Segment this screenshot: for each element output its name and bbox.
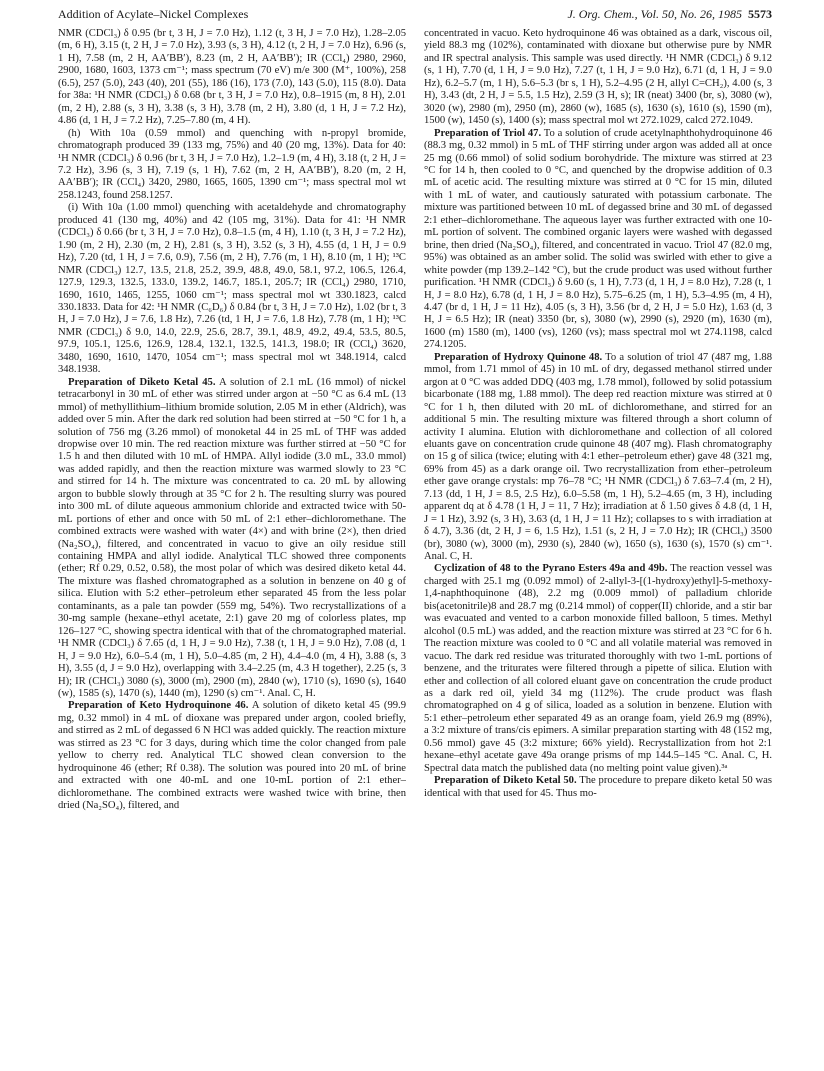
paragraph (58, 128, 406, 203)
section-heading: Preparation of Triol 47. (434, 127, 542, 139)
paragraph-text: To a solution of triol 47 (487 mg, 1.88 mmol, from 1.71 mmol of 45) in 10 mL of dry, degassed methanol stirred under argon at 0 °C was added DDQ (403 mg, 1.78 mmol), followed by solid potassium bicarbonate (188 mg, 1.88 mmol). The deep red reaction mixture was stirred at 0 °C for 1 h, then diluted with 20 mL of dichloromethane, and stirred for an additional 5 min. The resulting mixture was filtered through a short column of activity I alumina. Elution with dichloromethane and collection of all colored eluants gave on concentration crude quinone 48 (407 mg). Flash chromatography on 15 g of silica (twice; eluting with 4:1 ether–petroleum ether) gave 48 (321 mg, 69% from 45) as a dark orange oil. Two recrystallization from ether–petroleum ether gave orange crystals: mp 76–78 °C; ¹H NMR (CDCl₃) δ 7.63–7.4 (m, 2 H), 7.13 (dd, 1 H, J = 8.5, 2.5 Hz), 6.0–5.58 (m, 1 H), 5.2–4.65 (m, 3 H), including apparent dq at δ 4.78 (1 H, J = 11, 7 Hz); irradiation at δ 1.50 gives δ 4.8 (d, 1 H, J = 1 Hz), 3.92 (s, 3 H), 3.63 (d, 1 H, J = 11 Hz); collapses to s with irradiation at δ 4.7), 3.36 (dt, 2 H, J = 6, 1.5 Hz), 1.51 (s, 2 H, J = 7.0 Hz); IR (CHCl₃) 3500 (br), 3080 (w), 3000 (m), 2930 (s), 2840 (w), 1650 (s), 1630 (s), 1570 (s) cm⁻¹. Anal. C, H. (424, 351, 772, 563)
running-header (58, 6, 772, 22)
paragraph-text: (i) With 10a (1.00 mmol) quenching with acetaldehyde and chromatography produced 41 (130 mg, 40%) and 42 (105 mg, 31%). Data for 41: ¹H NMR (CDCl₃) δ 0.66 (br t, 3 H, J = 7.0 Hz), 0.8–1.5 (m, 4 H), 1.10 (t, 3 H, J = 7.2 Hz), 1.90 (m, 2 H), 2.30 (m, 2 H), 2.81 (s, 3 H), 3.52 (s, 3 H), 4.55 (d, 1 H, J = 0.9 Hz), 7.20 (td, 1 H, J = 7.6, 0.9), 7.56 (m, 2 H), 7.76 (m, 1 H), 8.10 (m, 1 H); ¹³C NMR (CDCl₃) 12.7, 13.5, 21.8, 25.2, 39.9, 48.8, 49.0, 58.1, 97.2, 106.5, 126.4, 127.9, 129.3, 132.5, 133.0, 139.2, 146.7, 185.1, 205.7; IR (CCl₄) 2980, 1710, 1690, 1610, 1465, 1255, 1060 cm⁻¹; mass spectral mol wt 330.1823, calcd 330.1833. Data for 42: ¹H NMR (C₆D₆) δ 0.84 (br t, 3 H, J = 7.0 Hz), 1.02 (br t, 3 H, J = 7.0 Hz), J = 7.6, 1.8 Hz), 7.26 (td, 1 H, J = 7.6, 1.8 Hz), 7.78 (m, 1 H); ¹³C NMR (CDCl₃) δ 9.0, 14.0, 22.9, 25.6, 28.7, 39.1, 48.9, 49.2, 49.4, 53.5, 80.5, 97.9, 105.1, 125.6, 126.9, 128.4, 132.1, 132.5, 141.3, 198.0; IR (CCl₄) 3620, 3480, 1690, 1610, 1470, 1054 cm⁻¹; mass spectral mol wt 348.1914, calcd 348.1938. (58, 202, 406, 376)
paragraph-text: concentrated in vacuo. Keto hydroquinone 46 was obtained as a dark, viscous oil, yield 88.3 mg (102%), contaminated with dioxane but otherwise pure by NMR and IR spectral analysis. This sample was used directly. ¹H NMR (CDCl₃) δ 9.12 (s, 1 H), 7.70 (d, 1 H, J = 9.0 Hz), 7.27 (t, 1 H, J = 9.0 Hz), 6.71 (d, 1 H, J = 9.0 Hz), 6.2–5.7 (m, 1 H), 5.6–5.3 (br s, 1 H), 5.2–4.95 (2 H, allyl C=CH₂), 4.00 (s, 3 H), 3.43 (dt, 2 H, J = 5.5, 1.5 Hz), 2.59 (3 H, s); IR (neat) 3400 (br, s), 3080 (w), 3020 (w), 2980 (m), 2950 (m), 2860 (w), 1685 (s), 1630 (s), 1610 (s), 1590 (m), 1500 (w), 1450 (s), 1400 (s); mass spectral mol wt 272.1029, calcd 272.1049. (424, 28, 772, 127)
journal-name: J. Org. Chem., Vol. 50, No. 26, 1985 (567, 7, 742, 21)
paragraph-text: NMR (CDCl₃) δ 0.95 (br t, 3 H, J = 7.0 Hz), 1.12 (t, 3 H, J = 7.0 Hz), 1.28–2.05 (m, 6 H), 3.15 (t, 2 H, J = 7.0 Hz), 3.93 (s, 3 H), 4.12 (t, 2 H, J = 7.0 Hz), 6.96 (s, 1 H), 7.58 (m, 2 H, AA′BB′), 8.23 (m, 2 H, AA′BB′); IR (CCl₄) 2980, 2960, 2900, 1680, 1603, 1373 cm⁻¹; mass spectrum (70 eV) m/e 300 (M⁺, 100%), 258 (6.5), 257 (5.0), 243 (40), 201 (55), 186 (16), 173 (7.0), 143 (5.0), 115 (8.0). Data for 38a: ¹H NMR (CDCl₃) δ 0.68 (br t, 3 H, J = 7.0 Hz), 0.8–1915 (m, 8 H), 2.01 (m, 2 H), 2.88 (s, 3 H), 3.38 (s, 3 H), 3.78 (m, 2 H), 3.80 (d, 1 H, J = 7.2 Hz), 4.86 (d, 1 H, J = 7.2 Hz), 7.25–7.80 (m, 4 H). (58, 28, 406, 127)
running-title: Addition of Acylate–Nickel Complexes (58, 7, 249, 21)
section-heading: Cyclization of 48 to the Pyrano Esters 49a and 49b. (434, 563, 668, 575)
journal-citation (567, 6, 772, 22)
paragraph (424, 775, 772, 800)
paragraph (424, 28, 772, 128)
paragraph-text: The procedure to prepare diketo ketal 50 was identical with that used for 45. Thus mo- (424, 775, 772, 799)
paragraph (424, 128, 772, 352)
paragraph-text: The reaction vessel was charged with 25.1 mg (0.092 mmol) of 2-allyl-3-[(1-hydroxy)ethyl]-5-methoxy-1,4-naphthoquinone (48), 2.2 mg (0.009 mmol) of palladium chloride bis(acetonitrile)8 and 28.7 mg (0.214 mmol) of copper(II) chloride, and a stir bar was evacuated and vented to a carbon monoxide filled balloon, 5 times. Methyl alcohol (0.5 mL) was added, and the reaction mixture was stirred at 23 °C for 6 h. The reaction mixture was cooled to 0 °C and all volatile material was removed in vacuo. The dark red residue was triturated thoroughly with two 1-mL portions of benzene, and the triturates were filtered through a pipette of silica. Elution with ether and collection of all colored eluant gave on concentration the crude product as a dark red oil, yield 34 mg (112%). The crude product was flash chromatographed on 4 g of silica, loaded as a solution in benzene. Elution with 5:1 ether–petroleum ether separated 49 as an orange foam, yield 26.9 mg (89%), a 3:2 mixture of trans/cis epimers. A similar preparation starting with 48 (152 mg, 0.56 mmol) gave 45 (3:2 mixture; 66% yield). Recrystallization from hot 2:1 hexane–ethyl acetate gave 49a orange prisms of mp 144.5–145 °C. Anal. C, H. Spectral data match the published data (no melting point value given).³ᵃ (424, 563, 772, 774)
page-number: 5573 (748, 7, 772, 21)
section-heading: Preparation of Diketo Ketal 45. (68, 376, 216, 388)
paragraph (58, 202, 406, 376)
paragraph (424, 352, 772, 564)
section-heading: Preparation of Keto Hydroquinone 46. (68, 700, 249, 712)
paragraph-text: A solution of 2.1 mL (16 mmol) of nickel tetracarbonyl in 30 mL of ether was stirred under argon at −50 °C as 6.4 mL (13 mmol) of methyllithium–lithium bromide solution, 2.05 M in ether (Aldrich), was added over 5 min. After the dark red solution had been stirred at −50 °C for 1 h, a solution of 756 mg (3.26 mmol) of monoketal 44 in 25 mL of THF was added dropwise over 10 min. The red reaction mixture was further stirred at −50 °C for 1.5 h and then diluted with 10 mL of HMPA. Allyl iodide (3.0 mL, 33.0 mmol) was added rapidly, and then the reaction mixture was warmed slowly to 23 °C and stirred for 14 h. The mixture was concentrated to ca. 20 mL by allowing argon to bubble slowly through at 35 °C for 2 h. The resulting slurry was poured into 300 mL of dilute aqueous ammonium chloride and extracted twice with 50-mL portions of ether and once with 50 mL of 2:1 ether–dichloromethane. The combined extracts were washed with water (4×) and with brine (2×), then dried (Na₂SO₄), filtered, and concentrated in vacuo to give an oily residue still containing HMPA and allyl iodide. Analytical TLC showed three components (ether; Rf 0.29, 0.52, 0.58), the most polar of which was desired diketo ketal 44. The mixture was flashed chromatographed as a solution in benzene on 40 g of silica. Elution with 5:2 ether–petroleum ether separated 45 from the less polar contaminants, as a pale tan powder (559 mg, 54%). Two recrystallizations of a 30-mg sample (hexane–ethyl acetate, 2:1) gave 20 mg of colorless plates, mp 126–127 °C, showing spectra identical with that of the chromatographed material. ¹H NMR (CDCl₃) δ 7.65 (d, 1 H, J = 9.0 Hz), 7.38 (t, 1 H, J = 9.0 Hz), 7.08 (d, 1 H, J = 9.0 Hz), 6.0–5.4 (m, 1 H), 5.0–4.85 (m, 2 H), 4.4–4.0 (m, 4 H), 3.88 (s, 3 H), 3.55 (d, J = 9.0 Hz), overlapping with 3.4–2.25 (m, 4.3 H together), 2.25 (s, 3 H); IR (CHCl₃) 3080 (s), 3000 (m), 2900 (m), 2840 (w), 1710 (s), 1690 (s), 1640 (w), 1585 (s), 1470 (s), 1440 (m), 1290 (s) cm⁻¹. Anal. C, H. (58, 376, 406, 700)
paragraph (58, 377, 406, 701)
paragraph (58, 700, 406, 812)
paragraph (58, 28, 406, 128)
section-heading: Preparation of Hydroxy Quinone 48. (434, 351, 603, 363)
paragraph-text: To a solution of crude acetylnaphthohydroquinone 46 (88.3 mg, 0.32 mmol) in 5 mL of THF stirring under argon was added all at once 25 mg (0.66 mmol) of solid sodium borohydride. The mixture was stirred at 23 °C for 14 h, then cooled to 0 °C, and quenched by the dropwise addition of 0.3 mL of acetic acid. The resulting mixture was stirred at 0 °C for 15 min, diluted with 1 mL of water, and cautiously saturated with potassium carbonate. The mixture was partitioned between 10 mL of degassed brine and 30 mL of degassed 2:1 ether–dichloromethane. The aqueous layer was further extracted with one 10-mL portion of solvent. The combined organic layers were washed with degassed brine, then dried (Na₂SO₄), filtered, and concentrated in vacuo. Triol 47 (82.0 mg, 95%) was obtained as an amber solid. The solid was swirled with ether to give a white powder (mp 139.2–142 °C), but the crude product was used without further purification. ¹H NMR (CDCl₃) δ 9.60 (s, 1 H), 7.73 (d, 1 H, J = 8.0 Hz), 7.28 (t, 1 H, J = 8.0 Hz), 6.78 (d, 1 H, J = 8.0 Hz), 5.75–6.25 (m, 1 H), 5.3–4.95 (m, 4 H), 4.47 (br d, 1 H, J = 11 Hz), 4.05 (s, 3 H), 3.56 (br d, 2 H, J = 5.0 Hz), 1.63 (d, 3 H, J = 6.5 Hz); IR (neat) 3350 (br, s), 3080 (w), 2990 (s), 2920 (m), 1630 (m), 1600 (m) 1580 (m), 1400 (vs), 1260 (vs); mass spectral mol wt 274.1198, calcd 274.1205. (424, 127, 772, 351)
right-column (424, 28, 772, 1064)
paragraph-text: (h) With 10a (0.59 mmol) and quenching with n-propyl bromide, chromatograph produced 39 (133 mg, 75%) and 40 (20 mg, 13%). Data for 40: ¹H NMR (CDCl₃) δ 0.96 (br t, 3 H, J = 7.0 Hz), 1.2–1.9 (m, 4 H), 3.18 (t, 2 H, J = 7.2 Hz), 3.96 (s, 3 H), 7.19 (s, 1 H), 7.62 (m, 2 H, AA′BB′), 8.20 (m, 2 H, AA′BB′); IR (CCl₄) 3420, 2980, 1665, 1605, 1390 cm⁻¹; mass spectral mol wt 258.1243, found 258.1257. (58, 127, 406, 201)
paragraph-text: A solution of diketo ketal 45 (99.9 mg, 0.32 mmol) in 4 mL of dioxane was prepared under argon, cooled briefly, and stirred as 2 mL of degassed 6 N HCl was added quickly. The reaction mixture was stirred as 23 °C for 3 days, during which time the color changed from pale yellow to cherry red. Analytical TLC showed clean conversion to the hydroquinone 46 (ether; Rf 0.38). The solution was poured into 20 mL of brine and extracted with one 40-mL and one 10-mL portion of 2:1 ether–dichloromethane. The combined extracts were washed twice with brine, then dried (Na₂SO₄), filtered, and (58, 700, 406, 812)
left-column (58, 28, 406, 1064)
paragraph (424, 563, 772, 775)
section-heading: Preparation of Diketo Ketal 50. (434, 775, 577, 787)
